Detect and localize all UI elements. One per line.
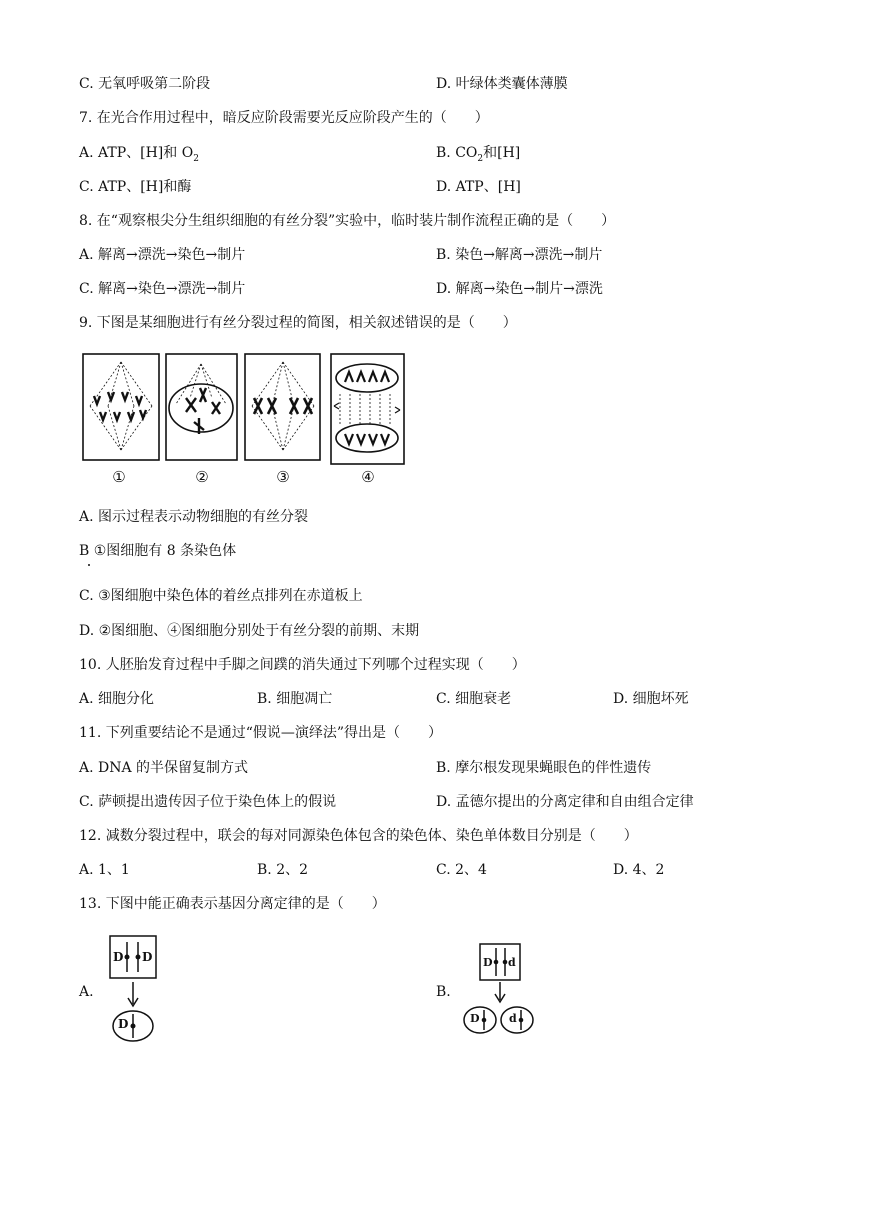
cell-label-3: ③	[276, 468, 290, 486]
q10-option-c: C. 细胞衰老	[436, 691, 512, 707]
mitosis-figure	[78, 348, 418, 490]
q12-option-c: C. 2、4	[436, 862, 487, 878]
gene-label: d	[509, 1012, 517, 1025]
gene-label: d	[508, 956, 516, 969]
q6-option-d: D. 叶绿体类囊体薄膜	[436, 76, 568, 92]
q7-option-b: B. $CO_2$和[H]	[436, 145, 521, 164]
q9-option-d: D. ②图细胞、④图细胞分别处于有丝分裂的前期、末期	[79, 623, 420, 639]
q8-option-a: A. 解离→漂洗→染色→制片	[79, 247, 246, 263]
q11-option-a: A. DNA 的半保留复制方式	[79, 760, 249, 776]
q10-option-b: B. 细胞凋亡	[257, 691, 333, 707]
q9-option-a: A. 图示过程表示动物细胞的有丝分裂	[79, 509, 309, 525]
q10-stem: 10. 人胚胎发育过程中手脚之间蹼的消失通过下列哪个过程实现（ ）	[79, 657, 526, 673]
q13-stem: 13. 下图中能正确表示基因分离定律的是（ ）	[79, 896, 386, 912]
q12-option-b: B. 2、2	[257, 862, 309, 878]
gene-diagram-a	[108, 934, 160, 1044]
q11-option-c: C. 萨顿提出遗传因子位于染色体上的假说	[79, 794, 337, 810]
q7-stem: 7. 在光合作用过程中，暗反应阶段需要光反应阶段产生的（ ）	[79, 110, 489, 126]
q8-stem: 8. 在“观察根尖分生组织细胞的有丝分裂”实验中，临时装片制作流程正确的是（ ）	[79, 213, 616, 229]
q8-option-b: B. 染色→解离→漂洗→制片	[436, 247, 603, 263]
cell-label-4: ④	[361, 468, 375, 486]
q11-option-b: B. 摩尔根发现果蝇眼色的伴性遗传	[436, 760, 652, 776]
gene-label: D	[118, 1017, 129, 1031]
q7-option-c: C. ATP、[H]和酶	[79, 179, 192, 195]
q13-option-b-label: B.	[436, 984, 451, 1000]
q8-option-c: C. 解离→染色→漂洗→制片	[79, 281, 246, 297]
q12-option-a: A. 1、1	[79, 862, 130, 878]
stray-dot	[88, 564, 90, 566]
q9-stem: 9. 下图是某细胞进行有丝分裂过程的简图，相关叙述错误的是（ ）	[79, 315, 517, 331]
q12-option-d: D. 4、2	[613, 862, 665, 878]
gene-diagram-b	[463, 934, 543, 1038]
q10-option-d: D. 细胞坏死	[613, 691, 689, 707]
gene-label: D	[483, 956, 493, 969]
q13-option-a-label: A.	[79, 984, 94, 1000]
gene-label: D	[142, 950, 153, 964]
q8-option-d: D. 解离→染色→制片→漂洗	[436, 281, 603, 297]
gene-label: D	[470, 1012, 480, 1025]
q12-stem: 12. 减数分裂过程中，联会的每对同源染色体包含的染色体、染色单体数目分别是（ ）	[79, 828, 638, 844]
cell-label-1: ①	[112, 468, 126, 486]
q9-option-b: B ①图细胞有 8 条染色体	[79, 543, 237, 559]
q10-option-a: A. 细胞分化	[79, 691, 155, 707]
gene-label: D	[113, 950, 124, 964]
q11-stem: 11. 下列重要结论不是通过“假说—演绎法”得出是（ ）	[79, 725, 443, 741]
q11-option-d: D. 孟德尔提出的分离定律和自由组合定律	[436, 794, 694, 810]
q7-option-a: A. ATP、[H]和 $O_2$	[79, 145, 199, 164]
q6-option-c: C. 无氧呼吸第二阶段	[79, 76, 211, 92]
q7-option-d: D. ATP、[H]	[436, 179, 521, 195]
cell-label-2: ②	[195, 468, 209, 486]
q9-option-c: C. ③图细胞中染色体的着丝点排列在赤道板上	[79, 588, 363, 604]
